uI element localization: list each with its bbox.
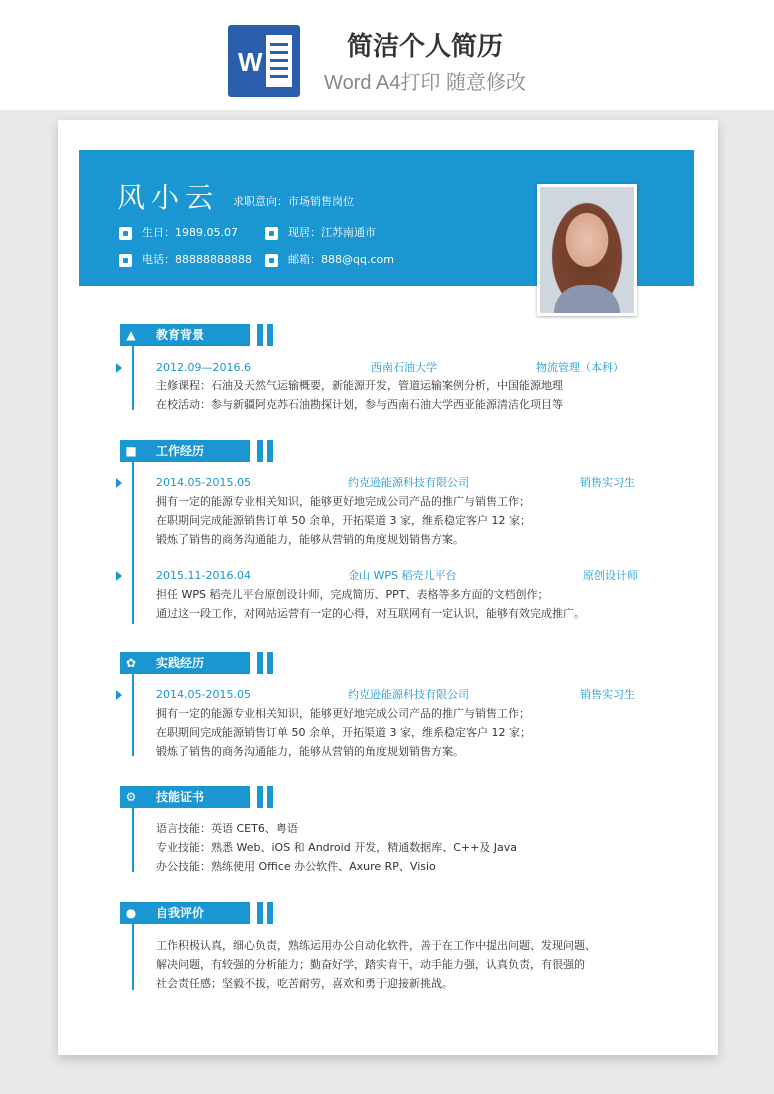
word-logo-icon <box>228 25 300 97</box>
job1-line: 拥有一定的能源专业相关知识，能够更好地完成公司产品的推广与销售工作； <box>156 495 530 508</box>
candidate-name: 风小云 <box>117 181 220 214</box>
section-title: 工作经历 <box>156 444 205 458</box>
section-header-education <box>120 324 276 346</box>
birth-text: 生日：1989.05.07 <box>142 226 238 239</box>
phone-text: 电话：88888888888 <box>142 253 252 266</box>
id-card-icon <box>119 227 132 240</box>
phone-row <box>119 252 252 268</box>
job2-line: 通过这一段工作，对网站运营有一定的心得，对互联网有一定认识，能够有效完成推广。 <box>156 607 585 620</box>
banner-title: 简洁个人简历 <box>346 32 503 62</box>
edu-period: 2012.09—2016.6 <box>156 361 251 374</box>
section-title: 实践经历 <box>156 656 205 670</box>
skill-line: 专业技能：熟悉 Web、iOS 和 Android 开发，精通数据库、C++及 Java <box>156 841 518 854</box>
job2-period: 2015.11-2016.04 <box>156 569 251 582</box>
mail-icon <box>265 254 278 267</box>
section-header-self-eval <box>120 902 276 924</box>
self-eval-line: 解决问题，有较强的分析能力；勤奋好学，踏实肯干，动手能力强，认真负责，有很强的 <box>156 958 585 971</box>
residence-text: 现居：江苏南通市 <box>288 226 376 239</box>
timeline-arrow-icon <box>116 363 122 373</box>
person-icon: ● <box>125 906 137 920</box>
job1-period: 2014.05-2015.05 <box>156 476 251 489</box>
practice-company: 约克逊能源科技有限公司 <box>348 688 469 701</box>
birth-row <box>119 225 238 241</box>
resume-page <box>58 120 718 1055</box>
practice-line: 在职期间完成能源销售订单 50 余单，开拓渠道 3 家，维系稳定客户 12 家； <box>156 726 531 739</box>
section-title: 技能证书 <box>156 790 205 804</box>
section-header-practice <box>120 652 276 674</box>
top-banner <box>0 0 774 110</box>
job2-company: 金山 WPS 稻壳儿平台 <box>348 569 457 582</box>
job1-role: 销售实习生 <box>580 476 635 489</box>
word-logo-letter: W <box>238 47 263 77</box>
leaf-icon: ✿ <box>125 656 137 670</box>
edu-courses: 主修课程：石油及天然气运输概要，新能源开发，管道运输案例分析，中国能源地理 <box>156 379 563 392</box>
edu-school: 西南石油大学 <box>371 361 437 374</box>
email-text: 邮箱：888@qq.com <box>288 253 394 266</box>
job2-role: 原创设计师 <box>583 569 638 582</box>
practice-period: 2014.05-2015.05 <box>156 688 251 701</box>
practice-line: 拥有一定的能源专业相关知识，能够更好地完成公司产品的推广与销售工作； <box>156 707 530 720</box>
edu-activities: 在校活动：参与新疆阿克苏石油勘探计划，参与西南石油大学西亚能源清洁化项目等 <box>156 398 563 411</box>
residence-row <box>265 225 376 241</box>
timeline-line <box>132 462 134 624</box>
gear-icon: ⚙ <box>125 790 137 804</box>
timeline-line <box>132 808 134 872</box>
job2-line: 担任 WPS 稻壳儿平台原创设计师，完成简历、PPT、表格等多方面的文档创作； <box>156 588 549 601</box>
job1-line: 锻炼了销售的商务沟通能力，能够从营销的角度规划销售方案。 <box>156 533 464 546</box>
timeline-line <box>132 346 134 410</box>
section-title: 自我评价 <box>156 906 205 920</box>
profile-photo <box>537 184 637 316</box>
self-eval-line: 工作积极认真，细心负责，熟练运用办公自动化软件，善于在工作中提出问题、发现问题、 <box>156 939 596 952</box>
job-intent: 求职意向：市场销售岗位 <box>233 195 354 208</box>
section-header-skills <box>120 786 276 808</box>
graduation-cap-icon: ▲ <box>126 328 136 342</box>
section-title: 教育背景 <box>156 328 205 342</box>
banner-subtitle: Word A4打印 随意修改 <box>324 72 526 94</box>
section-header-work <box>120 440 276 462</box>
skill-line: 办公技能：熟练使用 Office 办公软件、Axure RP、Visio <box>156 860 436 873</box>
home-icon <box>265 227 278 240</box>
practice-line: 锻炼了销售的商务沟通能力，能够从营销的角度规划销售方案。 <box>156 745 464 758</box>
timeline-arrow-icon <box>116 478 122 488</box>
phone-icon <box>119 254 132 267</box>
timeline-line <box>132 924 134 990</box>
self-eval-line: 社会责任感；坚毅不拔，吃苦耐劳，喜欢和勇于迎接新挑战。 <box>156 977 453 990</box>
job1-line: 在职期间完成能源销售订单 50 余单，开拓渠道 3 家，维系稳定客户 12 家； <box>156 514 531 527</box>
email-row <box>265 252 394 268</box>
job1-company: 约克逊能源科技有限公司 <box>348 476 469 489</box>
timeline-arrow-icon <box>116 690 122 700</box>
timeline-line <box>132 674 134 756</box>
skill-line: 语言技能：英语 CET6、粤语 <box>156 822 298 835</box>
briefcase-icon: ■ <box>125 444 137 458</box>
practice-role: 销售实习生 <box>580 688 635 701</box>
edu-major: 物流管理（本科） <box>536 361 624 374</box>
timeline-arrow-icon <box>116 571 122 581</box>
